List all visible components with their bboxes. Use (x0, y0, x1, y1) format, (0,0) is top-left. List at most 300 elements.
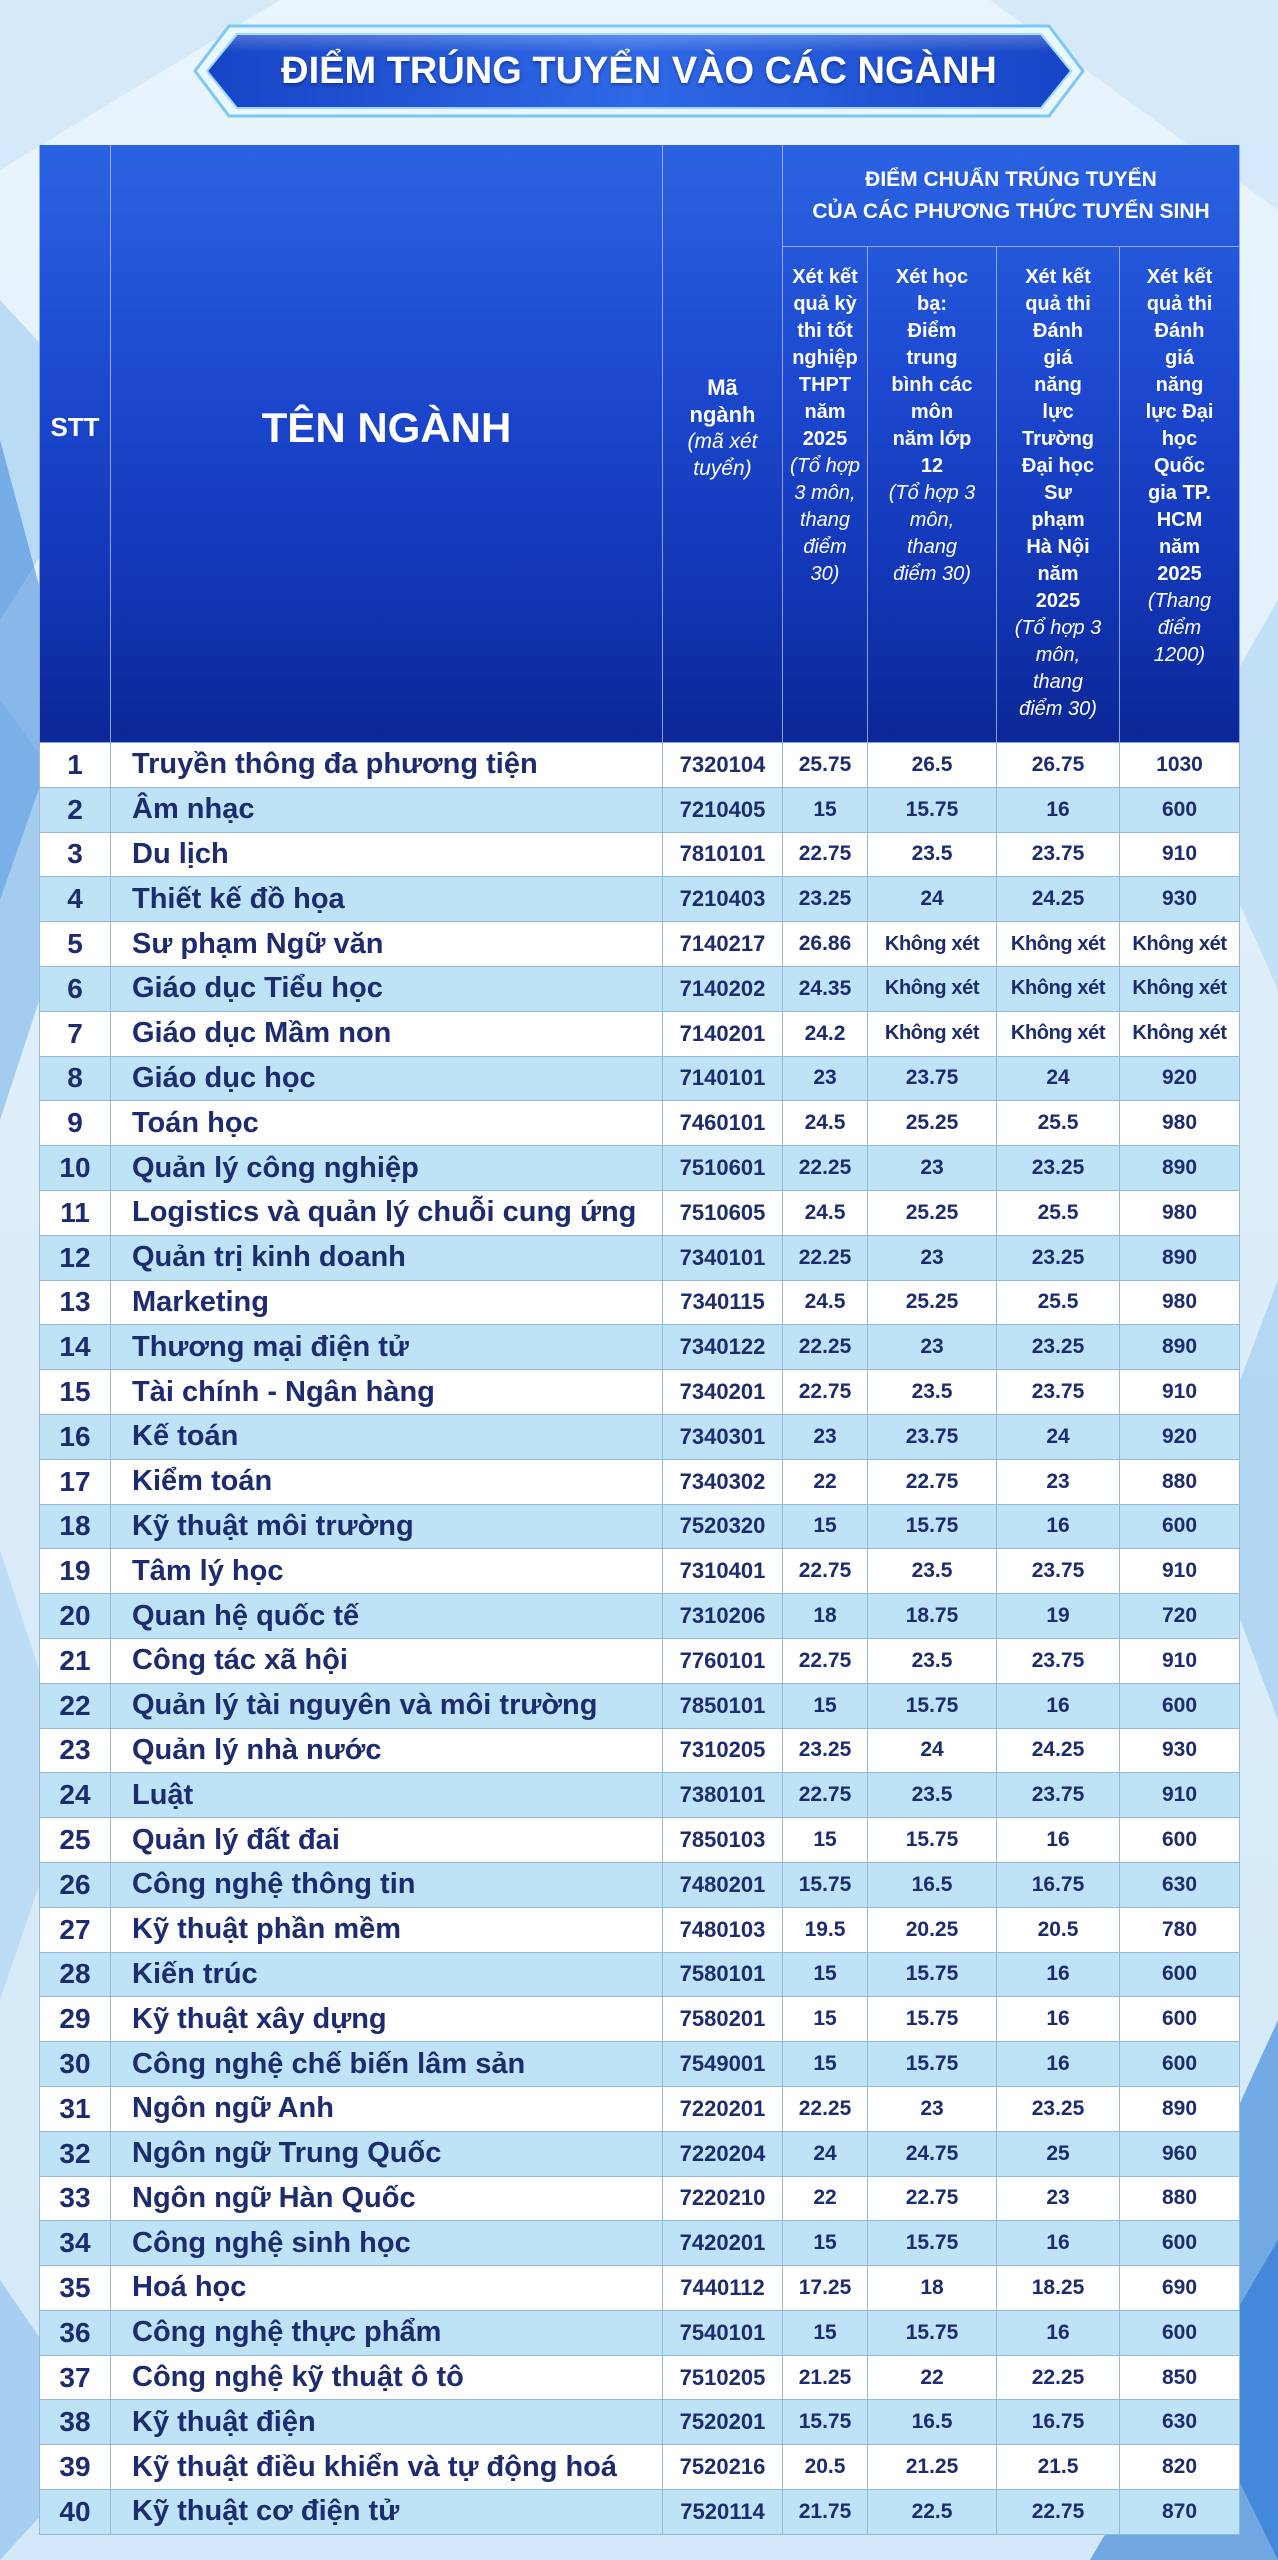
stt-cell: 12 (39, 1236, 111, 1281)
score-dgnl-hcm-cell: Không xét (1120, 1012, 1240, 1057)
stt-cell: 18 (39, 1505, 111, 1550)
score-dgnl-hnue-cell: 21.5 (997, 2445, 1120, 2490)
major-code-cell: 7380101 (663, 1773, 783, 1818)
major-code-cell: 7580101 (663, 1953, 783, 1998)
major-name-cell: Sư phạm Ngữ văn (111, 922, 663, 967)
score-dgnl-hcm-cell: 910 (1120, 1773, 1240, 1818)
score-thpt-cell: 18 (783, 1594, 868, 1639)
score-hoc-ba-cell: 23.5 (868, 833, 997, 878)
score-dgnl-hcm-cell: 920 (1120, 1415, 1240, 1460)
score-thpt-cell: 22.25 (783, 1325, 868, 1370)
major-code-cell: 7540101 (663, 2311, 783, 2356)
score-hoc-ba-cell: 15.75 (868, 1505, 997, 1550)
score-dgnl-hnue-cell: 22.75 (997, 2490, 1120, 2535)
major-code-cell: 7310206 (663, 1594, 783, 1639)
score-hoc-ba-cell: Không xét (868, 967, 997, 1012)
score-thpt-cell: 21.75 (783, 2490, 868, 2535)
stt-cell: 13 (39, 1281, 111, 1326)
score-hoc-ba-cell: Không xét (868, 1012, 997, 1057)
stt-cell: 29 (39, 1997, 111, 2042)
score-thpt-cell: 22.75 (783, 1639, 868, 1684)
score-thpt-cell: 17.25 (783, 2266, 868, 2311)
score-thpt-cell: 21.25 (783, 2356, 868, 2401)
major-code-cell: 7810101 (663, 833, 783, 878)
score-dgnl-hnue-cell: 23.75 (997, 1773, 1120, 1818)
score-dgnl-hnue-cell: 16.75 (997, 2400, 1120, 2445)
major-code-cell: 7480201 (663, 1863, 783, 1908)
stt-cell: 39 (39, 2445, 111, 2490)
method-title: Xét kết quả thi Đánh giá năng lực Trường Đại học Sư phạm Hà Nội năm 2025 (1021, 266, 1095, 612)
score-dgnl-hnue-cell: 20.5 (997, 1908, 1120, 1953)
score-dgnl-hnue-cell: 16 (997, 1505, 1120, 1550)
major-code-cell: 7440112 (663, 2266, 783, 2311)
stt-cell: 30 (39, 2042, 111, 2087)
title-banner (193, 24, 1085, 118)
stt-cell: 38 (39, 2400, 111, 2445)
score-thpt-cell: 25.75 (783, 743, 868, 788)
method-note: (Tổ hợp 3 môn, thang điểm 30) (1014, 617, 1102, 720)
score-hoc-ba-cell: 23 (868, 1325, 997, 1370)
method-title: Xét kết quả thi Đánh giá năng lực Đại học Quốc gia TP. HCM năm 2025 (1145, 266, 1214, 585)
score-hoc-ba-cell: 22.75 (868, 1460, 997, 1505)
score-hoc-ba-cell: 25.25 (868, 1191, 997, 1236)
score-dgnl-hcm-cell: 600 (1120, 788, 1240, 833)
score-hoc-ba-cell: 25.25 (868, 1281, 997, 1326)
score-dgnl-hcm-cell: 910 (1120, 1549, 1240, 1594)
stt-cell: 15 (39, 1370, 111, 1415)
major-code-cell: 7140101 (663, 1057, 783, 1102)
stt-cell: 35 (39, 2266, 111, 2311)
score-thpt-cell: 22 (783, 1460, 868, 1505)
score-thpt-cell: 22 (783, 2177, 868, 2222)
score-dgnl-hcm-cell: 890 (1120, 1236, 1240, 1281)
score-thpt-cell: 15 (783, 1818, 868, 1863)
score-thpt-cell: 24.2 (783, 1012, 868, 1057)
score-dgnl-hnue-cell: Không xét (997, 922, 1120, 967)
score-dgnl-hcm-cell: Không xét (1120, 967, 1240, 1012)
score-dgnl-hnue-cell: 16 (997, 2042, 1120, 2087)
stt-cell: 32 (39, 2132, 111, 2177)
stt-cell: 22 (39, 1684, 111, 1729)
score-dgnl-hcm-cell: 930 (1120, 877, 1240, 922)
major-name-cell: Giáo dục Tiểu học (111, 967, 663, 1012)
score-hoc-ba-cell: Không xét (868, 922, 997, 967)
score-hoc-ba-cell: 15.75 (868, 1684, 997, 1729)
score-dgnl-hcm-cell: 780 (1120, 1908, 1240, 1953)
score-dgnl-hnue-cell: 23 (997, 1460, 1120, 1505)
score-hoc-ba-cell: 23.75 (868, 1057, 997, 1102)
score-dgnl-hcm-cell: 720 (1120, 1594, 1240, 1639)
major-code-cell: 7460101 (663, 1101, 783, 1146)
page-title: ĐIỂM TRÚNG TUYỂN VÀO CÁC NGÀNH (281, 49, 997, 92)
major-name-cell: Du lịch (111, 833, 663, 878)
score-dgnl-hnue-cell: 16 (997, 2221, 1120, 2266)
score-hoc-ba-cell: 15.75 (868, 1997, 997, 2042)
method-note: (Tổ hợp 3 môn, thang điểm 30) (888, 482, 976, 585)
stt-cell: 1 (39, 743, 111, 788)
stt-cell: 37 (39, 2356, 111, 2401)
major-code-cell: 7520320 (663, 1505, 783, 1550)
score-dgnl-hcm-cell: 980 (1120, 1191, 1240, 1236)
score-hoc-ba-cell: 15.75 (868, 2311, 997, 2356)
major-code-cell: 7210403 (663, 877, 783, 922)
score-dgnl-hnue-cell: 16 (997, 788, 1120, 833)
major-name-cell: Hoá học (111, 2266, 663, 2311)
score-hoc-ba-cell: 22.75 (868, 2177, 997, 2222)
score-dgnl-hnue-cell: 26.75 (997, 743, 1120, 788)
score-dgnl-hcm-cell: 890 (1120, 1146, 1240, 1191)
major-name-cell: Quản trị kinh doanh (111, 1236, 663, 1281)
score-hoc-ba-cell: 20.25 (868, 1908, 997, 1953)
score-hoc-ba-cell: 24.75 (868, 2132, 997, 2177)
score-dgnl-hcm-cell: 980 (1120, 1281, 1240, 1326)
score-thpt-cell: 15 (783, 1505, 868, 1550)
score-hoc-ba-cell: 16.5 (868, 2400, 997, 2445)
stt-cell: 33 (39, 2177, 111, 2222)
score-dgnl-hcm-cell: 600 (1120, 2042, 1240, 2087)
major-name-cell: Logistics và quản lý chuỗi cung ứng (111, 1191, 663, 1236)
major-name-header: TÊN NGÀNH (111, 145, 663, 743)
score-thpt-cell: 15 (783, 788, 868, 833)
stt-cell: 7 (39, 1012, 111, 1057)
method-header-dgnl-hnue (997, 247, 1120, 743)
score-hoc-ba-cell: 15.75 (868, 2221, 997, 2266)
score-hoc-ba-cell: 23.5 (868, 1370, 997, 1415)
score-thpt-cell: 15 (783, 1997, 868, 2042)
admission-score-table (39, 145, 1240, 2535)
score-thpt-cell: 15 (783, 2311, 868, 2356)
major-name-cell: Marketing (111, 1281, 663, 1326)
score-dgnl-hnue-cell: Không xét (997, 1012, 1120, 1057)
stt-header: STT (39, 145, 111, 743)
major-code-note: (mã xét tuyển) (687, 429, 758, 480)
major-code-cell: 7140217 (663, 922, 783, 967)
major-name-cell: Công tác xã hội (111, 1639, 663, 1684)
score-hoc-ba-cell: 22 (868, 2356, 997, 2401)
major-code-cell: 7520216 (663, 2445, 783, 2490)
score-dgnl-hcm-cell: 1030 (1120, 743, 1240, 788)
score-dgnl-hnue-cell: 18.25 (997, 2266, 1120, 2311)
score-hoc-ba-cell: 23 (868, 2087, 997, 2132)
score-thpt-cell: 22.75 (783, 833, 868, 878)
major-name-cell: Kỹ thuật cơ điện tử (111, 2490, 663, 2535)
stt-cell: 17 (39, 1460, 111, 1505)
major-name-cell: Kỹ thuật xây dựng (111, 1997, 663, 2042)
major-code-cell: 7340302 (663, 1460, 783, 1505)
major-name-cell: Kiến trúc (111, 1953, 663, 1998)
stt-cell: 21 (39, 1639, 111, 1684)
method-note: (Tổ hợp 3 môn, thang điểm 30) (790, 455, 860, 585)
score-dgnl-hcm-cell: 630 (1120, 2400, 1240, 2445)
major-name-cell: Kỹ thuật điều khiển và tự động hoá (111, 2445, 663, 2490)
major-code-cell: 7320104 (663, 743, 783, 788)
score-hoc-ba-cell: 18.75 (868, 1594, 997, 1639)
method-note: (Thang điểm 1200) (1147, 590, 1212, 666)
stt-cell: 8 (39, 1057, 111, 1102)
score-hoc-ba-cell: 24 (868, 877, 997, 922)
score-dgnl-hnue-cell: 23.75 (997, 1370, 1120, 1415)
stt-cell: 3 (39, 833, 111, 878)
stt-cell: 6 (39, 967, 111, 1012)
stt-cell: 20 (39, 1594, 111, 1639)
major-code-cell: 7480103 (663, 1908, 783, 1953)
score-dgnl-hcm-cell: 880 (1120, 1460, 1240, 1505)
score-thpt-cell: 23.25 (783, 877, 868, 922)
score-thpt-cell: 22.75 (783, 1370, 868, 1415)
score-thpt-cell: 23 (783, 1415, 868, 1460)
major-code-cell: 7549001 (663, 2042, 783, 2087)
major-name-cell: Công nghệ chế biến lâm sản (111, 2042, 663, 2087)
score-dgnl-hcm-cell: 600 (1120, 2221, 1240, 2266)
score-dgnl-hnue-cell: 23.25 (997, 1146, 1120, 1191)
stt-cell: 25 (39, 1818, 111, 1863)
stt-cell: 4 (39, 877, 111, 922)
score-thpt-cell: 24.5 (783, 1281, 868, 1326)
score-hoc-ba-cell: 26.5 (868, 743, 997, 788)
score-dgnl-hnue-cell: 16 (997, 1684, 1120, 1729)
score-hoc-ba-cell: 23.75 (868, 1415, 997, 1460)
score-dgnl-hcm-cell: 960 (1120, 2132, 1240, 2177)
stt-cell: 28 (39, 1953, 111, 1998)
stt-cell: 23 (39, 1729, 111, 1774)
major-name-cell: Công nghệ kỹ thuật ô tô (111, 2356, 663, 2401)
score-dgnl-hnue-cell: 23.25 (997, 2087, 1120, 2132)
score-thpt-cell: 24.5 (783, 1191, 868, 1236)
score-dgnl-hcm-cell: 850 (1120, 2356, 1240, 2401)
major-name-cell: Kiểm toán (111, 1460, 663, 1505)
score-thpt-cell: 19.5 (783, 1908, 868, 1953)
score-dgnl-hnue-cell: 19 (997, 1594, 1120, 1639)
score-dgnl-hnue-cell: 25.5 (997, 1191, 1120, 1236)
score-dgnl-hcm-cell: 930 (1120, 1729, 1240, 1774)
score-dgnl-hnue-cell: 23.75 (997, 1639, 1120, 1684)
major-name-cell: Quản lý đất đai (111, 1818, 663, 1863)
score-thpt-cell: 24 (783, 2132, 868, 2177)
score-thpt-cell: 24.35 (783, 967, 868, 1012)
stt-cell: 2 (39, 788, 111, 833)
major-name-cell: Công nghệ thông tin (111, 1863, 663, 1908)
score-dgnl-hcm-cell: 820 (1120, 2445, 1240, 2490)
score-thpt-cell: 15.75 (783, 2400, 868, 2445)
score-thpt-cell: 22.25 (783, 1146, 868, 1191)
score-dgnl-hcm-cell: 890 (1120, 2087, 1240, 2132)
score-dgnl-hcm-cell: 600 (1120, 1997, 1240, 2042)
score-thpt-cell: 20.5 (783, 2445, 868, 2490)
major-name-cell: Thương mại điện tử (111, 1325, 663, 1370)
major-code-cell: 7850103 (663, 1818, 783, 1863)
score-dgnl-hcm-cell: 890 (1120, 1325, 1240, 1370)
major-code-cell: 7760101 (663, 1639, 783, 1684)
major-name-cell: Ngôn ngữ Trung Quốc (111, 2132, 663, 2177)
stt-cell: 5 (39, 922, 111, 967)
score-thpt-cell: 15 (783, 2221, 868, 2266)
major-name-cell: Ngôn ngữ Hàn Quốc (111, 2177, 663, 2222)
stt-cell: 10 (39, 1146, 111, 1191)
major-code-cell: 7220204 (663, 2132, 783, 2177)
score-dgnl-hcm-cell: Không xét (1120, 922, 1240, 967)
score-dgnl-hnue-cell: 16 (997, 2311, 1120, 2356)
score-dgnl-hcm-cell: 600 (1120, 1953, 1240, 1998)
major-code-cell: 7310401 (663, 1549, 783, 1594)
score-thpt-cell: 22.25 (783, 2087, 868, 2132)
major-code-cell: 7340101 (663, 1236, 783, 1281)
score-dgnl-hnue-cell: 16 (997, 1818, 1120, 1863)
score-dgnl-hnue-cell: 23.75 (997, 833, 1120, 878)
score-dgnl-hcm-cell: 910 (1120, 833, 1240, 878)
score-hoc-ba-cell: 22.5 (868, 2490, 997, 2535)
score-dgnl-hcm-cell: 600 (1120, 1505, 1240, 1550)
stt-cell: 9 (39, 1101, 111, 1146)
score-hoc-ba-cell: 21.25 (868, 2445, 997, 2490)
stt-cell: 24 (39, 1773, 111, 1818)
major-name-cell: Quản lý công nghiệp (111, 1146, 663, 1191)
score-dgnl-hnue-cell: 24.25 (997, 1729, 1120, 1774)
major-code-cell: 7580201 (663, 1997, 783, 2042)
score-dgnl-hcm-cell: 910 (1120, 1639, 1240, 1684)
score-hoc-ba-cell: 16.5 (868, 1863, 997, 1908)
score-dgnl-hcm-cell: 600 (1120, 1818, 1240, 1863)
score-dgnl-hnue-cell: Không xét (997, 967, 1120, 1012)
major-code-cell: 7140201 (663, 1012, 783, 1057)
method-header-dgnl-hcm (1120, 247, 1240, 743)
score-dgnl-hnue-cell: 16.75 (997, 1863, 1120, 1908)
score-thpt-cell: 24.5 (783, 1101, 868, 1146)
score-dgnl-hcm-cell: 880 (1120, 2177, 1240, 2222)
stt-cell: 19 (39, 1549, 111, 1594)
stt-cell: 14 (39, 1325, 111, 1370)
major-code-header (663, 145, 783, 743)
major-code-cell: 7340122 (663, 1325, 783, 1370)
score-dgnl-hcm-cell: 920 (1120, 1057, 1240, 1102)
score-hoc-ba-cell: 25.25 (868, 1101, 997, 1146)
major-code-cell: 7310205 (663, 1729, 783, 1774)
major-name-cell: Thiết kế đồ họa (111, 877, 663, 922)
major-name-cell: Truyền thông đa phương tiện (111, 743, 663, 788)
score-dgnl-hnue-cell: 25 (997, 2132, 1120, 2177)
score-hoc-ba-cell: 15.75 (868, 788, 997, 833)
score-thpt-cell: 22.75 (783, 1773, 868, 1818)
method-header-hoc-ba (868, 247, 997, 743)
score-thpt-cell: 23.25 (783, 1729, 868, 1774)
major-name-cell: Công nghệ sinh học (111, 2221, 663, 2266)
major-code-cell: 7140202 (663, 967, 783, 1012)
score-thpt-cell: 15 (783, 1684, 868, 1729)
score-dgnl-hcm-cell: 690 (1120, 2266, 1240, 2311)
score-hoc-ba-cell: 23 (868, 1146, 997, 1191)
score-dgnl-hnue-cell: 23.25 (997, 1236, 1120, 1281)
score-dgnl-hnue-cell: 24 (997, 1057, 1120, 1102)
score-hoc-ba-cell: 23 (868, 1236, 997, 1281)
score-dgnl-hnue-cell: 24 (997, 1415, 1120, 1460)
stt-cell: 11 (39, 1191, 111, 1236)
score-dgnl-hcm-cell: 600 (1120, 1684, 1240, 1729)
stt-cell: 40 (39, 2490, 111, 2535)
score-dgnl-hnue-cell: 16 (997, 1997, 1120, 2042)
score-dgnl-hcm-cell: 980 (1120, 1101, 1240, 1146)
major-name-cell: Quản lý nhà nước (111, 1729, 663, 1774)
major-name-cell: Quản lý tài nguyên và môi trường (111, 1684, 663, 1729)
major-name-cell: Âm nhạc (111, 788, 663, 833)
score-hoc-ba-cell: 23.5 (868, 1549, 997, 1594)
score-dgnl-hcm-cell: 870 (1120, 2490, 1240, 2535)
score-dgnl-hnue-cell: 16 (997, 1953, 1120, 1998)
score-dgnl-hnue-cell: 24.25 (997, 877, 1120, 922)
stt-cell: 31 (39, 2087, 111, 2132)
major-name-cell: Kỹ thuật môi trường (111, 1505, 663, 1550)
admission-score-group-header: ĐIỂM CHUẨN TRÚNG TUYỂN CỦA CÁC PHƯƠNG THỨC TUYỂN SINH (783, 145, 1240, 247)
major-name-cell: Luật (111, 1773, 663, 1818)
score-hoc-ba-cell: 15.75 (868, 1953, 997, 1998)
score-dgnl-hcm-cell: 910 (1120, 1370, 1240, 1415)
major-code-cell: 7420201 (663, 2221, 783, 2266)
score-dgnl-hnue-cell: 23.75 (997, 1549, 1120, 1594)
stt-cell: 16 (39, 1415, 111, 1460)
score-thpt-cell: 26.86 (783, 922, 868, 967)
method-header-thpt (783, 247, 868, 743)
major-name-cell: Kỹ thuật điện (111, 2400, 663, 2445)
score-thpt-cell: 15 (783, 1953, 868, 1998)
stt-cell: 26 (39, 1863, 111, 1908)
major-name-cell: Toán học (111, 1101, 663, 1146)
major-code-cell: 7210405 (663, 788, 783, 833)
stt-cell: 36 (39, 2311, 111, 2356)
major-name-cell: Giáo dục học (111, 1057, 663, 1102)
major-code-cell: 7520201 (663, 2400, 783, 2445)
score-dgnl-hcm-cell: 630 (1120, 1863, 1240, 1908)
major-name-cell: Kỹ thuật phần mềm (111, 1908, 663, 1953)
major-name-cell: Tâm lý học (111, 1549, 663, 1594)
major-code-cell: 7340201 (663, 1370, 783, 1415)
major-name-cell: Quan hệ quốc tế (111, 1594, 663, 1639)
major-code-cell: 7510601 (663, 1146, 783, 1191)
major-name-cell: Công nghệ thực phẩm (111, 2311, 663, 2356)
score-dgnl-hnue-cell: 23.25 (997, 1325, 1120, 1370)
method-title: Xét học bạ: Điểm trung bình các môn năm lớp 12 (891, 266, 973, 477)
score-hoc-ba-cell: 15.75 (868, 2042, 997, 2087)
major-name-cell: Kế toán (111, 1415, 663, 1460)
major-name-cell: Giáo dục Mầm non (111, 1012, 663, 1057)
score-dgnl-hnue-cell: 25.5 (997, 1281, 1120, 1326)
score-dgnl-hnue-cell: 23 (997, 2177, 1120, 2222)
major-code-cell: 7510605 (663, 1191, 783, 1236)
score-hoc-ba-cell: 23.5 (868, 1773, 997, 1818)
score-thpt-cell: 15.75 (783, 1863, 868, 1908)
major-name-cell: Tài chính - Ngân hàng (111, 1370, 663, 1415)
score-hoc-ba-cell: 15.75 (868, 1818, 997, 1863)
score-thpt-cell: 15 (783, 2042, 868, 2087)
score-thpt-cell: 22.75 (783, 1549, 868, 1594)
major-code-cell: 7520114 (663, 2490, 783, 2535)
score-thpt-cell: 23 (783, 1057, 868, 1102)
score-hoc-ba-cell: 24 (868, 1729, 997, 1774)
score-dgnl-hnue-cell: 25.5 (997, 1101, 1120, 1146)
major-code-cell: 7510205 (663, 2356, 783, 2401)
stt-cell: 27 (39, 1908, 111, 1953)
major-code-cell: 7850101 (663, 1684, 783, 1729)
major-code-cell: 7340301 (663, 1415, 783, 1460)
major-code-cell: 7220201 (663, 2087, 783, 2132)
stt-cell: 34 (39, 2221, 111, 2266)
major-name-cell: Ngôn ngữ Anh (111, 2087, 663, 2132)
major-code-cell: 7220210 (663, 2177, 783, 2222)
score-thpt-cell: 22.25 (783, 1236, 868, 1281)
score-hoc-ba-cell: 23.5 (868, 1639, 997, 1684)
score-dgnl-hnue-cell: 22.25 (997, 2356, 1120, 2401)
score-hoc-ba-cell: 18 (868, 2266, 997, 2311)
score-dgnl-hcm-cell: 600 (1120, 2311, 1240, 2356)
major-code-title: Mã ngành (689, 374, 756, 427)
method-title: Xét kết quả kỳ thi tốt nghiệp THPT năm 2025 (792, 266, 858, 450)
